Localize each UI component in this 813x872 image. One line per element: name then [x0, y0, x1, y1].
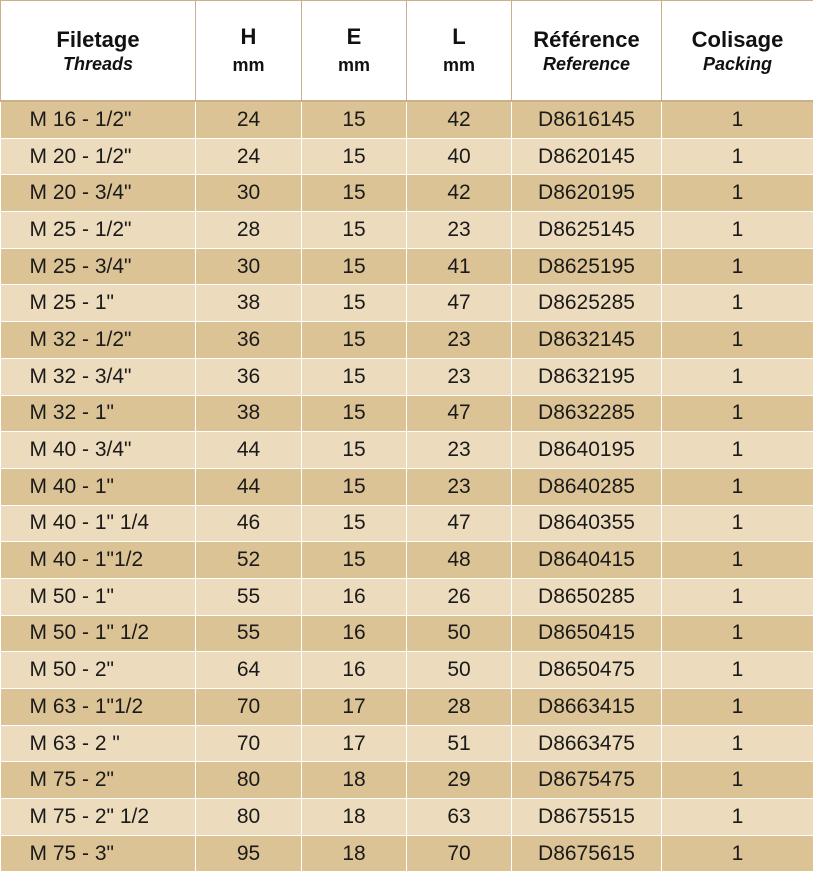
header-l-label: L: [407, 24, 511, 50]
header-e: [302, 1, 407, 102]
table-row: [1, 468, 813, 505]
cell-reference: D8632145: [512, 322, 662, 359]
cell-packing: 1: [662, 505, 813, 542]
cell-packing: 1: [662, 358, 813, 395]
cell-thread: M 75 - 2" 1/2: [1, 799, 196, 836]
cell-e-value: 15: [302, 285, 407, 322]
cell-thread: M 20 - 3/4": [1, 175, 196, 212]
cell-e-value: 15: [302, 212, 407, 249]
cell-h-value: 44: [196, 432, 302, 469]
cell-packing: 1: [662, 762, 813, 799]
cell-l-value: 42: [407, 101, 512, 138]
table-body: [1, 101, 813, 872]
table-row: [1, 101, 813, 138]
cell-thread: M 16 - 1/2": [1, 101, 196, 138]
cell-packing: 1: [662, 652, 813, 689]
cell-h-value: 36: [196, 358, 302, 395]
cell-l-value: 23: [407, 432, 512, 469]
cell-l-value: 26: [407, 578, 512, 615]
cell-reference: D8640415: [512, 542, 662, 579]
cell-thread: M 40 - 1" 1/4: [1, 505, 196, 542]
cell-h-value: 70: [196, 725, 302, 762]
header-reference-sublabel: Reference: [512, 53, 661, 75]
cell-e-value: 15: [302, 175, 407, 212]
cell-reference: D8625195: [512, 248, 662, 285]
cell-l-value: 41: [407, 248, 512, 285]
cell-l-value: 23: [407, 468, 512, 505]
header-packing: [662, 1, 813, 102]
cell-reference: D8650285: [512, 578, 662, 615]
cell-e-value: 15: [302, 505, 407, 542]
cell-e-value: 15: [302, 468, 407, 505]
cell-packing: 1: [662, 689, 813, 726]
header-l-unit: mm: [407, 52, 511, 78]
cell-packing: 1: [662, 468, 813, 505]
header-h-label: H: [196, 24, 301, 50]
table-row: [1, 395, 813, 432]
cell-h-value: 52: [196, 542, 302, 579]
cell-l-value: 47: [407, 285, 512, 322]
header-packing-label: Colisage: [662, 27, 813, 53]
cell-e-value: 17: [302, 689, 407, 726]
table-row: [1, 248, 813, 285]
cell-packing: 1: [662, 432, 813, 469]
cell-reference: D8675615: [512, 835, 662, 872]
cell-reference: D8640195: [512, 432, 662, 469]
cell-packing: 1: [662, 285, 813, 322]
cell-e-value: 15: [302, 248, 407, 285]
cell-h-value: 55: [196, 615, 302, 652]
cell-l-value: 70: [407, 835, 512, 872]
cell-thread: M 50 - 2": [1, 652, 196, 689]
header-e-unit: mm: [302, 52, 406, 78]
cell-h-value: 55: [196, 578, 302, 615]
cell-l-value: 28: [407, 689, 512, 726]
cell-packing: 1: [662, 212, 813, 249]
header-threads-label: Filetage: [1, 27, 195, 53]
cell-l-value: 63: [407, 799, 512, 836]
cell-e-value: 17: [302, 725, 407, 762]
cell-packing: 1: [662, 615, 813, 652]
table-row: [1, 432, 813, 469]
cell-packing: 1: [662, 395, 813, 432]
cell-reference: D8625145: [512, 212, 662, 249]
header-row: [1, 1, 813, 102]
cell-reference: D8675475: [512, 762, 662, 799]
cell-thread: M 20 - 1/2": [1, 138, 196, 175]
cell-l-value: 42: [407, 175, 512, 212]
table-header: [1, 1, 813, 102]
cell-h-value: 80: [196, 762, 302, 799]
cell-packing: 1: [662, 799, 813, 836]
cell-reference: D8663415: [512, 689, 662, 726]
cell-e-value: 16: [302, 652, 407, 689]
cell-l-value: 50: [407, 652, 512, 689]
cell-thread: M 50 - 1" 1/2: [1, 615, 196, 652]
cell-thread: M 63 - 1"1/2: [1, 689, 196, 726]
cell-thread: M 40 - 1": [1, 468, 196, 505]
cell-e-value: 18: [302, 762, 407, 799]
cell-reference: D8663475: [512, 725, 662, 762]
table-row: [1, 322, 813, 359]
cell-thread: M 75 - 3": [1, 835, 196, 872]
cell-reference: D8675515: [512, 799, 662, 836]
cell-h-value: 46: [196, 505, 302, 542]
table-row: [1, 835, 813, 872]
cell-l-value: 40: [407, 138, 512, 175]
cell-reference: D8632285: [512, 395, 662, 432]
cell-thread: M 32 - 1": [1, 395, 196, 432]
cell-reference: D8625285: [512, 285, 662, 322]
table-row: [1, 285, 813, 322]
header-threads-sublabel: Threads: [1, 53, 195, 75]
cell-e-value: 15: [302, 101, 407, 138]
cell-e-value: 15: [302, 395, 407, 432]
cell-packing: 1: [662, 322, 813, 359]
table-row: [1, 578, 813, 615]
cell-thread: M 75 - 2": [1, 762, 196, 799]
cell-l-value: 48: [407, 542, 512, 579]
cell-thread: M 32 - 1/2": [1, 322, 196, 359]
header-threads: [1, 1, 196, 102]
table-row: [1, 175, 813, 212]
cell-reference: D8620145: [512, 138, 662, 175]
cell-thread: M 25 - 1/2": [1, 212, 196, 249]
cell-e-value: 18: [302, 799, 407, 836]
cell-thread: M 25 - 3/4": [1, 248, 196, 285]
cell-thread: M 25 - 1": [1, 285, 196, 322]
header-h-unit: mm: [196, 52, 301, 78]
cell-e-value: 16: [302, 578, 407, 615]
header-h: [196, 1, 302, 102]
cell-thread: M 40 - 3/4": [1, 432, 196, 469]
cell-l-value: 51: [407, 725, 512, 762]
cell-h-value: 70: [196, 689, 302, 726]
header-reference: [512, 1, 662, 102]
cell-reference: D8632195: [512, 358, 662, 395]
cell-packing: 1: [662, 835, 813, 872]
table-row: [1, 725, 813, 762]
table-row: [1, 762, 813, 799]
cell-packing: 1: [662, 175, 813, 212]
cell-h-value: 38: [196, 285, 302, 322]
cell-packing: 1: [662, 542, 813, 579]
cell-packing: 1: [662, 138, 813, 175]
cell-l-value: 29: [407, 762, 512, 799]
table-row: [1, 212, 813, 249]
table-row: [1, 358, 813, 395]
cell-h-value: 64: [196, 652, 302, 689]
cell-l-value: 23: [407, 212, 512, 249]
cell-l-value: 23: [407, 322, 512, 359]
cell-packing: 1: [662, 578, 813, 615]
cell-h-value: 24: [196, 138, 302, 175]
cell-e-value: 15: [302, 432, 407, 469]
table-row: [1, 542, 813, 579]
table-row: [1, 799, 813, 836]
cell-l-value: 23: [407, 358, 512, 395]
cell-h-value: 36: [196, 322, 302, 359]
cell-l-value: 47: [407, 505, 512, 542]
cell-e-value: 15: [302, 542, 407, 579]
header-l: [407, 1, 512, 102]
cell-thread: M 63 - 2 ": [1, 725, 196, 762]
cell-e-value: 16: [302, 615, 407, 652]
cell-reference: D8640355: [512, 505, 662, 542]
cell-reference: D8620195: [512, 175, 662, 212]
cell-thread: M 32 - 3/4": [1, 358, 196, 395]
table-row: [1, 652, 813, 689]
cell-thread: M 50 - 1": [1, 578, 196, 615]
cell-reference: D8650415: [512, 615, 662, 652]
table-row: [1, 615, 813, 652]
header-e-label: E: [302, 24, 406, 50]
cell-reference: D8616145: [512, 101, 662, 138]
cell-e-value: 15: [302, 138, 407, 175]
cell-reference: D8650475: [512, 652, 662, 689]
cell-h-value: 38: [196, 395, 302, 432]
cell-thread: M 40 - 1"1/2: [1, 542, 196, 579]
cell-packing: 1: [662, 725, 813, 762]
cell-packing: 1: [662, 101, 813, 138]
cell-h-value: 44: [196, 468, 302, 505]
cell-l-value: 47: [407, 395, 512, 432]
cell-h-value: 95: [196, 835, 302, 872]
cell-reference: D8640285: [512, 468, 662, 505]
table-row: [1, 689, 813, 726]
cell-l-value: 50: [407, 615, 512, 652]
cell-e-value: 18: [302, 835, 407, 872]
cell-e-value: 15: [302, 322, 407, 359]
cell-h-value: 24: [196, 101, 302, 138]
cell-h-value: 30: [196, 248, 302, 285]
cell-h-value: 28: [196, 212, 302, 249]
header-reference-label: Référence: [512, 27, 661, 53]
table-row: [1, 138, 813, 175]
header-packing-sublabel: Packing: [662, 53, 813, 75]
cell-h-value: 30: [196, 175, 302, 212]
cell-packing: 1: [662, 248, 813, 285]
cell-e-value: 15: [302, 358, 407, 395]
table-row: [1, 505, 813, 542]
cell-h-value: 80: [196, 799, 302, 836]
